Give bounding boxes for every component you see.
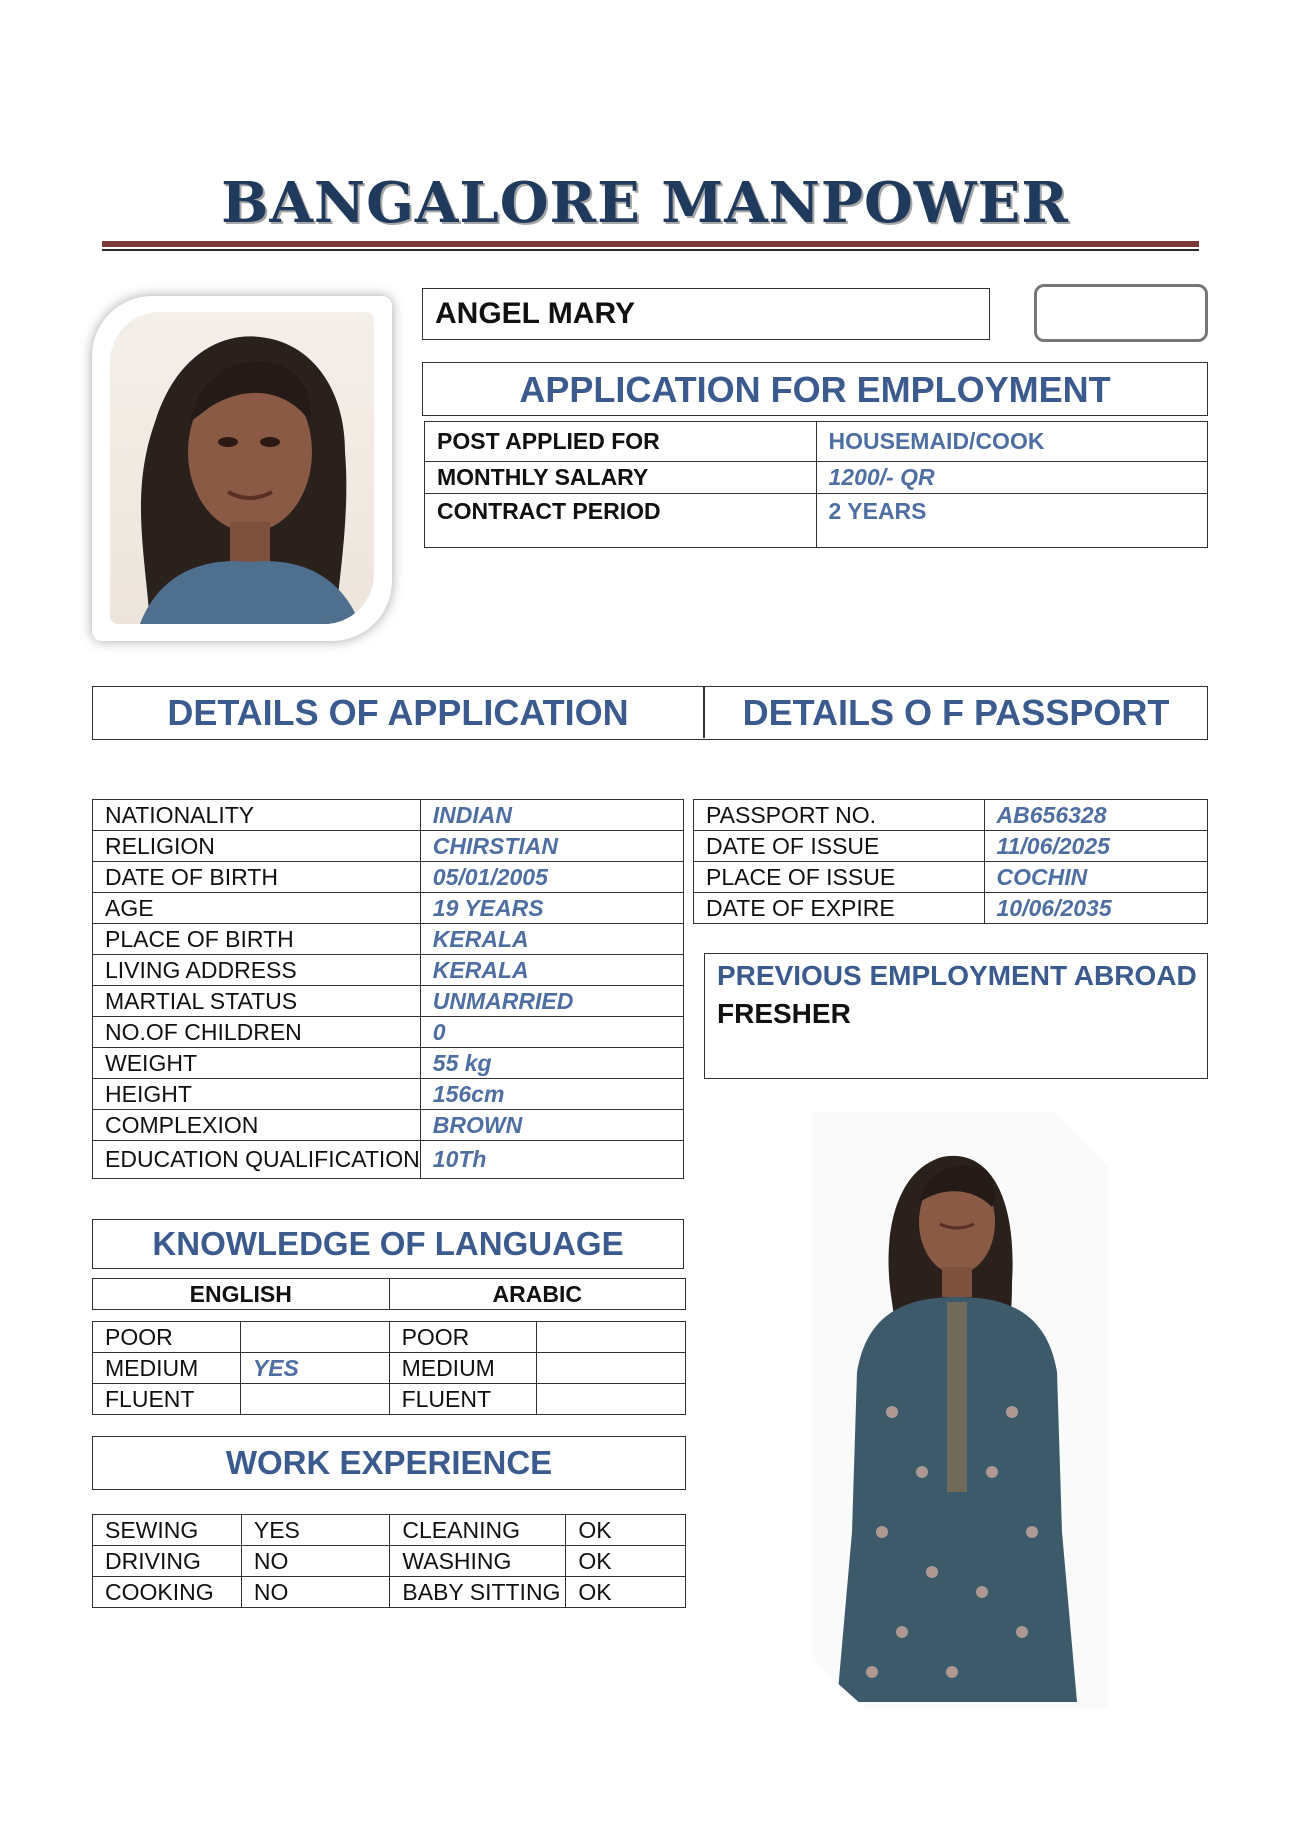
work-skill-value: OK [566,1515,686,1546]
passport-value: 10/06/2035 [984,893,1207,924]
personal-value: UNMARRIED [420,986,683,1017]
passport-label: DATE OF EXPIRE [694,893,985,924]
personal-label: RELIGION [93,831,421,862]
personal-value: 55 kg [420,1048,683,1079]
english-level: MEDIUM [93,1353,241,1384]
table-row [93,955,684,986]
english-level: FLUENT [93,1384,241,1415]
work-skill-value: OK [566,1577,686,1608]
salary-value: 1200/- QR [816,462,1208,494]
passport-value: AB656328 [984,800,1207,831]
table-row [425,462,1208,494]
post-value: HOUSEMAID/COOK [816,422,1208,462]
arabic-value [537,1322,686,1353]
personal-label: LIVING ADDRESS [93,955,421,986]
table-row [93,1141,684,1179]
personal-value: INDIAN [420,800,683,831]
personal-label: AGE [93,893,421,924]
language-table [92,1321,686,1415]
work-skill-value: YES [241,1515,390,1546]
title-divider [102,241,1199,247]
english-heading: ENGLISH [93,1279,390,1310]
personal-value: KERALA [420,955,683,986]
table-row [93,1546,686,1577]
table-row [694,800,1208,831]
work-skill-value: OK [566,1546,686,1577]
work-experience-title: WORK EXPERIENCE [92,1436,686,1490]
table-row [694,862,1208,893]
work-skill: DRIVING [93,1546,242,1577]
work-skill-value: NO [241,1577,390,1608]
reference-box [1034,284,1208,342]
table-row [425,422,1208,462]
table-row [93,986,684,1017]
arabic-value [537,1384,686,1415]
table-row [93,1079,684,1110]
full-length-photo [812,1112,1108,1708]
details-application-heading: DETAILS OF APPLICATION [167,692,629,733]
personal-label: MARTIAL STATUS [93,986,421,1017]
personal-label: COMPLEXION [93,1110,421,1141]
contract-value: 2 YEARS [816,494,1208,548]
table-row [93,924,684,955]
work-skill: COOKING [93,1577,242,1608]
table-row [93,800,684,831]
table-row [425,494,1208,548]
personal-value: KERALA [420,924,683,955]
table-row [93,1017,684,1048]
personal-value: 156cm [420,1079,683,1110]
table-row [93,1515,686,1546]
work-experience-table [92,1514,686,1608]
personal-value: 19 YEARS [420,893,683,924]
table-row [694,831,1208,862]
table-row [93,1279,686,1310]
english-level: POOR [93,1322,241,1353]
candidate-name-box [422,288,990,340]
english-value: YES [240,1353,389,1384]
application-table [424,421,1208,548]
personal-value: BROWN [420,1110,683,1141]
passport-label: DATE OF ISSUE [694,831,985,862]
table-row [93,1353,686,1384]
passport-value: 11/06/2025 [984,831,1207,862]
passport-value: COCHIN [984,862,1207,893]
work-skill: BABY SITTING [390,1577,566,1608]
contract-label: CONTRACT PERIOD [425,494,817,548]
application-title: APPLICATION FOR EMPLOYMENT [422,362,1208,416]
previous-employment-box [704,953,1208,1079]
table-row [93,1322,686,1353]
table-row [93,1384,686,1415]
personal-label: EDUCATION QUALIFICATION [93,1141,421,1179]
work-skill: SEWING [93,1515,242,1546]
work-skill: WASHING [390,1546,566,1577]
table-row [93,862,684,893]
personal-value: 0 [420,1017,683,1048]
candidate-photo [110,312,374,624]
salary-label: MONTHLY SALARY [425,462,817,494]
previous-employment-title: PREVIOUS EMPLOYMENT ABROAD [717,960,1197,991]
personal-value: 10Th [420,1141,683,1179]
details-passport-heading: DETAILS O F PASSPORT [742,692,1170,733]
personal-label: NATIONALITY [93,800,421,831]
portrait-image [110,312,374,624]
personal-value: CHIRSTIAN [420,831,683,862]
section-header-bar [92,686,1208,740]
arabic-level: FLUENT [389,1384,537,1415]
previous-employment-value: FRESHER [717,998,851,1029]
passport-table [693,799,1208,924]
arabic-value [537,1353,686,1384]
personal-details-table [92,799,684,1179]
table-row [93,893,684,924]
passport-label: PASSPORT NO. [694,800,985,831]
post-label: POST APPLIED FOR [425,422,817,462]
candidate-name: ANGEL MARY [435,297,636,330]
table-row [93,831,684,862]
arabic-level: POOR [389,1322,537,1353]
personal-label: NO.OF CHILDREN [93,1017,421,1048]
language-title: KNOWLEDGE OF LANGUAGE [92,1219,684,1269]
personal-label: PLACE OF BIRTH [93,924,421,955]
arabic-heading: ARABIC [389,1279,685,1310]
company-title: BANGALORE MANPOWER [221,170,1069,236]
personal-label: WEIGHT [93,1048,421,1079]
table-row [93,1577,686,1608]
personal-label: HEIGHT [93,1079,421,1110]
language-header-table [92,1278,686,1310]
arabic-level: MEDIUM [389,1353,537,1384]
english-value [240,1384,389,1415]
personal-label: DATE OF BIRTH [93,862,421,893]
title-divider-thin [102,249,1199,251]
work-skill-value: NO [241,1546,390,1577]
table-row [694,893,1208,924]
table-row [93,1048,684,1079]
english-value [240,1322,389,1353]
full-length-image [812,1112,1108,1708]
personal-value: 05/01/2005 [420,862,683,893]
table-row [93,1110,684,1141]
work-skill: CLEANING [390,1515,566,1546]
passport-label: PLACE OF ISSUE [694,862,985,893]
